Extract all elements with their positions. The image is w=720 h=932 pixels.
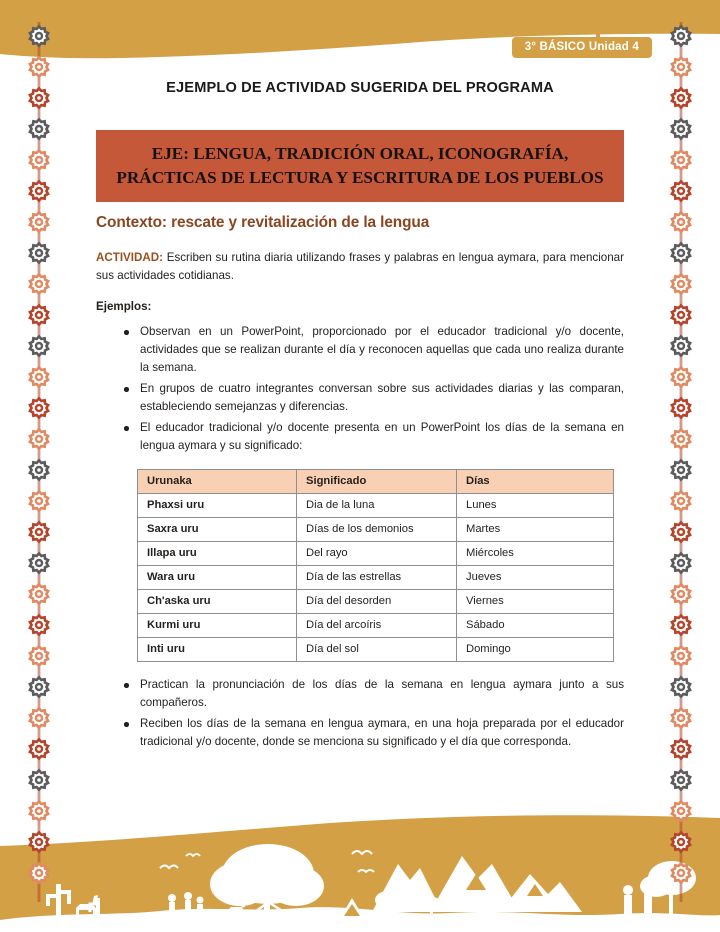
eje-banner-line-2: PRÁCTICAS DE LECTURA Y ESCRITURA DE LOS PUEBLOS (116, 167, 604, 187)
table-row (138, 638, 614, 662)
table-row (138, 614, 614, 638)
table-cell-day: Miércoles (457, 542, 614, 566)
actividad-text: Escriben su rutina diaria utilizando frases y palabras en lengua aymara, para mencionar sus actividades cotidianas. (96, 251, 624, 283)
bottom-landscape-band (0, 812, 720, 932)
eje-banner (96, 130, 624, 202)
ejemplos-label: Ejemplos: (96, 300, 152, 314)
actividad-label: ACTIVIDAD: (96, 251, 163, 265)
table-cell-term: Phaxsi uru (138, 494, 297, 518)
eje-banner-line-1: EJE: LENGUA, TRADICIÓN ORAL, ICONOGRAFÍA, (151, 144, 569, 163)
table-cell-meaning: Días de los demonios (297, 518, 457, 542)
list-item: Observan en un PowerPoint, proporcionado por el educador tradicional y/o docente, actividades que se realizan durante el día y reconocen aquellas que cada uno realiza durante la semana. (140, 323, 624, 377)
table-cell-day: Jueves (457, 566, 614, 590)
table-cell-term: Saxra uru (138, 518, 297, 542)
table-cell-meaning: Del rayo (297, 542, 457, 566)
table-cell-term: Kurmi uru (138, 614, 297, 638)
unit-badge: 3° BÁSICO Unidad 4 (512, 37, 652, 58)
table-cell-term: Ch'aska uru (138, 590, 297, 614)
table-row (138, 494, 614, 518)
right-ornamental-border (660, 22, 702, 902)
table-cell-day: Sábado (457, 614, 614, 638)
table-column-header: Días (457, 470, 614, 494)
examples-list-before-table (96, 323, 624, 455)
document-content (96, 80, 624, 754)
table-cell-day: Viernes (457, 590, 614, 614)
table-cell-meaning: Día de las estrellas (297, 566, 457, 590)
table-cell-day: Lunes (457, 494, 614, 518)
table-row (138, 542, 614, 566)
list-item: Practican la pronunciación de los días de la semana en lengua aymara junto a sus compañeros. (140, 676, 624, 712)
table-row (138, 566, 614, 590)
list-item: Reciben los días de la semana en lengua aymara, en una hoja preparada por el educador tradicional y/o docente, donde se menciona su significado y el día que corresponda. (140, 715, 624, 751)
contexto-heading: Contexto: rescate y revitalización de la lengua (96, 214, 430, 232)
table-cell-meaning: Día del desorden (297, 590, 457, 614)
table-column-header: Significado (297, 470, 457, 494)
table-row (138, 590, 614, 614)
table-cell-meaning: Día del sol (297, 638, 457, 662)
table-cell-meaning: Dia de la luna (297, 494, 457, 518)
page-title: EJEMPLO DE ACTIVIDAD SUGERIDA DEL PROGRAMA (166, 80, 554, 96)
table-cell-day: Martes (457, 518, 614, 542)
table-row (138, 518, 614, 542)
weekdays-table (137, 469, 614, 662)
table-column-header: Urunaka (138, 470, 297, 494)
list-item: El educador tradicional y/o docente presenta en un PowerPoint los días de la semana en lengua aymara y su significado: (140, 419, 624, 455)
list-item: En grupos de cuatro integrantes conversan sobre sus actividades diarias y las comparan, estableciendo semejanzas y diferencias. (140, 380, 624, 416)
table-cell-meaning: Día del arcoíris (297, 614, 457, 638)
left-ornamental-border (18, 22, 60, 902)
actividad-paragraph (96, 249, 624, 285)
table-header-row (138, 470, 614, 494)
table-cell-term: Wara uru (138, 566, 297, 590)
table-cell-term: Illapa uru (138, 542, 297, 566)
table-cell-day: Domingo (457, 638, 614, 662)
table-cell-term: Inti uru (138, 638, 297, 662)
examples-list-after-table (96, 676, 624, 751)
